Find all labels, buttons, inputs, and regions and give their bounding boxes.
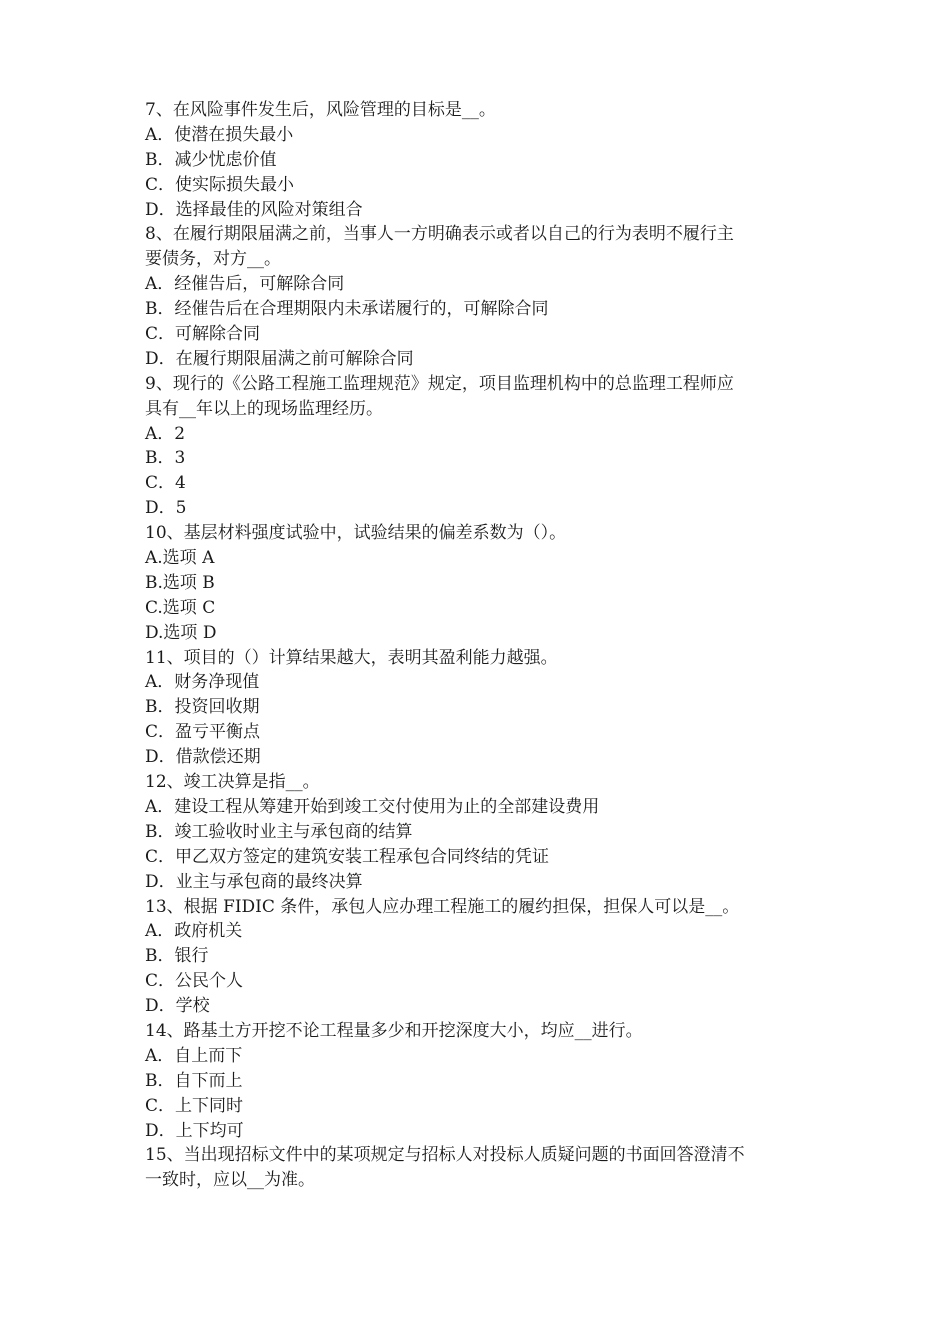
option-b: B．3 xyxy=(145,448,186,469)
option-a: A．自上而下 xyxy=(145,1045,243,1066)
question-text-continued: 具有__年以上的现场监理经历。 xyxy=(145,398,383,419)
option-a: A．建设工程从筹建开始到竣工交付使用为止的全部建设费用 xyxy=(145,796,600,817)
option-d: D.选项 D xyxy=(145,622,217,643)
question-text: 9、现行的《公路工程施工监理规范》规定，项目监理机构中的总监理工程师应 xyxy=(145,373,734,394)
question-text: 15、当出现招标文件中的某项规定与招标人对投标人质疑问题的书面回答澄清不 xyxy=(145,1145,745,1166)
question-list xyxy=(145,98,820,1193)
option-a: A．经催告后，可解除合同 xyxy=(145,274,345,295)
question-text: 13、根据 FIDIC 条件，承包人应办理工程施工的履约担保，担保人可以是__。 xyxy=(145,896,740,917)
option-d: D．借款偿还期 xyxy=(145,747,261,768)
question-8 xyxy=(145,222,820,371)
question-15 xyxy=(145,1143,820,1193)
question-12 xyxy=(145,770,820,894)
option-c: C．4 xyxy=(145,473,186,494)
question-10 xyxy=(145,521,820,645)
option-c: C．可解除合同 xyxy=(145,324,261,345)
option-b: B．投资回收期 xyxy=(145,697,260,718)
option-c: C．盈亏平衡点 xyxy=(145,722,261,743)
option-b: B．银行 xyxy=(145,946,209,967)
option-b: B．减少忧虑价值 xyxy=(145,149,277,170)
option-b: B．经催告后在合理期限内未承诺履行的，可解除合同 xyxy=(145,299,549,320)
option-a: A．财务净现值 xyxy=(145,672,260,693)
option-d: D．业主与承包商的最终决算 xyxy=(145,871,363,892)
question-text: 7、在风险事件发生后，风险管理的目标是__。 xyxy=(145,100,496,120)
question-text-continued: 要债务，对方__。 xyxy=(145,249,281,270)
question-text: 12、竣工决算是指__。 xyxy=(145,772,320,793)
option-b: B．竣工验收时业主与承包商的结算 xyxy=(145,821,413,842)
option-c: C．公民个人 xyxy=(145,971,244,992)
question-14 xyxy=(145,1019,820,1143)
option-a: A.选项 A xyxy=(145,548,215,569)
question-7 xyxy=(145,98,820,222)
question-text: 11、项目的（）计算结果越大，表明其盈利能力越强。 xyxy=(145,647,558,668)
option-c: C.选项 C xyxy=(145,597,216,618)
question-text: 10、基层材料强度试验中，试验结果的偏差系数为（）。 xyxy=(145,523,567,544)
option-a: A．2 xyxy=(145,423,186,444)
option-b: B．自下而上 xyxy=(145,1070,243,1091)
question-text-continued: 一致时，应以__为准。 xyxy=(145,1170,315,1191)
question-11 xyxy=(145,646,820,770)
option-b: B.选项 B xyxy=(145,572,215,593)
option-d: D．学校 xyxy=(145,996,210,1017)
question-text: 14、路基土方开挖不论工程量多少和开挖深度大小，均应__进行。 xyxy=(145,1020,643,1041)
option-d: D．5 xyxy=(145,498,187,519)
option-d: D．选择最佳的风险对策组合 xyxy=(145,199,363,220)
question-13 xyxy=(145,895,820,1019)
question-text: 8、在履行期限届满之前，当事人一方明确表示或者以自己的行为表明不履行主 xyxy=(145,224,734,245)
option-d: D．上下均可 xyxy=(145,1120,244,1141)
option-a: A．政府机关 xyxy=(145,921,243,942)
question-9 xyxy=(145,372,820,521)
option-a: A．使潜在损失最小 xyxy=(145,124,294,145)
option-c: C．甲乙双方签定的建筑安装工程承包合同终结的凭证 xyxy=(145,846,550,867)
option-d: D．在履行期限届满之前可解除合同 xyxy=(145,348,414,369)
option-c: C．使实际损失最小 xyxy=(145,174,295,195)
option-c: C．上下同时 xyxy=(145,1095,244,1116)
